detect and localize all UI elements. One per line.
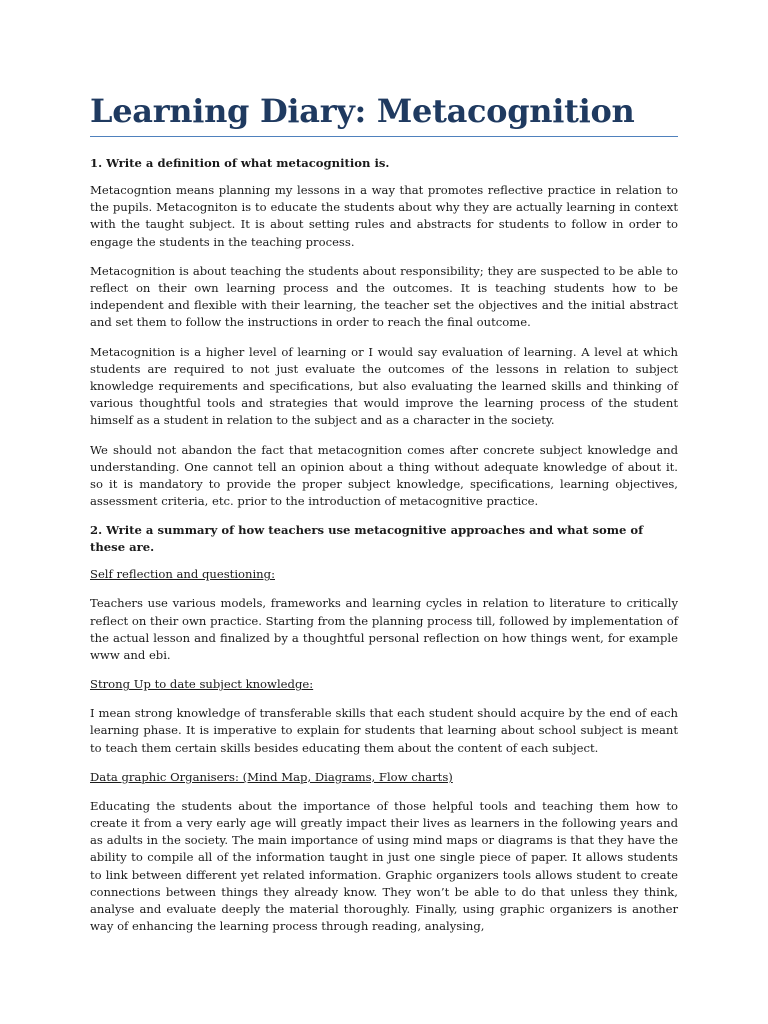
- paragraph: Metacogntion means planning my lessons in a way that promotes reflective practice in relation to the pupils. Metacogniton is to educate the students about why they are actually learning in context with the taught subject. It is about setting rules and abstracts for students to follow in order to engage the students in the teaching process.: [90, 183, 678, 249]
- paragraph: I mean strong knowledge of transferable skills that each student should acquire by the end of each learning phase. It is imperative to explain for students that learning about school subject is meant to teach them certain skills besides educating them about the content of each subject.: [90, 706, 678, 755]
- subheading-graphic-organisers: Data graphic Organisers: (Mind Map, Diagrams, Flow charts): [90, 769, 453, 784]
- paragraph: We should not abandon the fact that metacognition comes after concrete subject knowledge and understanding. One cannot tell an opinion about a thing without adequate knowledge of about it. so it is mandatory to provide the proper subject knowledge, specifications, learning objectives, assessment criteria, etc. prior to the introduction of metacognitive practice.: [90, 442, 678, 509]
- paragraph: Educating the students about the importance of those helpful tools and teaching them how to create it from a very early age will greatly impact their lives as learners in the following years and as adults in the society. The main importance of using mind maps or diagrams is that they have the ability to compile all of the information taught in just one single piece of paper. It allows students to link between different yet related information. Graphic organizers tools allows student to create connections between things they already know. They won’t be able to do that unless they think, analyse and evaluate deeply the material thoroughly. Finally, using graphic organizers is another way of enhancing the learning process through reading, analysing,: [90, 798, 678, 934]
- title-divider: [90, 136, 678, 137]
- question-2-heading: 2. Write a summary of how teachers use metacognitive approaches and what some of these are.: [90, 523, 644, 555]
- paragraph: Teachers use various models, frameworks and learning cycles in relation to literature to critically reflect on their own practice. Starting from the planning process till, followed by implementation of the actual lesson and finalized by a thoughtful personal reflection on how things went, for example www and ebi.: [90, 596, 678, 663]
- paragraph: Metacognition is a higher level of learning or I would say evaluation of learning. A level at which students are required to not just evaluate the outcomes of the lessons in relation to subject knowledge requirements and specifications, but also evaluating the learned skills and thinking of various thoughtful tools and strategies that would improve the learning process of the student himself as a student in relation to the subject and as a character in the society.: [90, 344, 678, 428]
- question-1-heading: 1. Write a definition of what metacognition is.: [90, 156, 390, 170]
- page-title: Learning Diary: Metacognition: [90, 92, 635, 130]
- subheading-self-reflection: Self reflection and questioning:: [90, 567, 275, 582]
- subheading-subject-knowledge: Strong Up to date subject knowledge:: [90, 677, 314, 692]
- paragraph: Metacognition is about teaching the students about responsibility; they are suspected to be able to reflect on their own learning process and the outcomes. It is teaching students how to be independent and flexible with their learning, the teacher set the objectives and the initial abstract and set them to follow the instructions in order to reach the final outcome.: [90, 263, 678, 330]
